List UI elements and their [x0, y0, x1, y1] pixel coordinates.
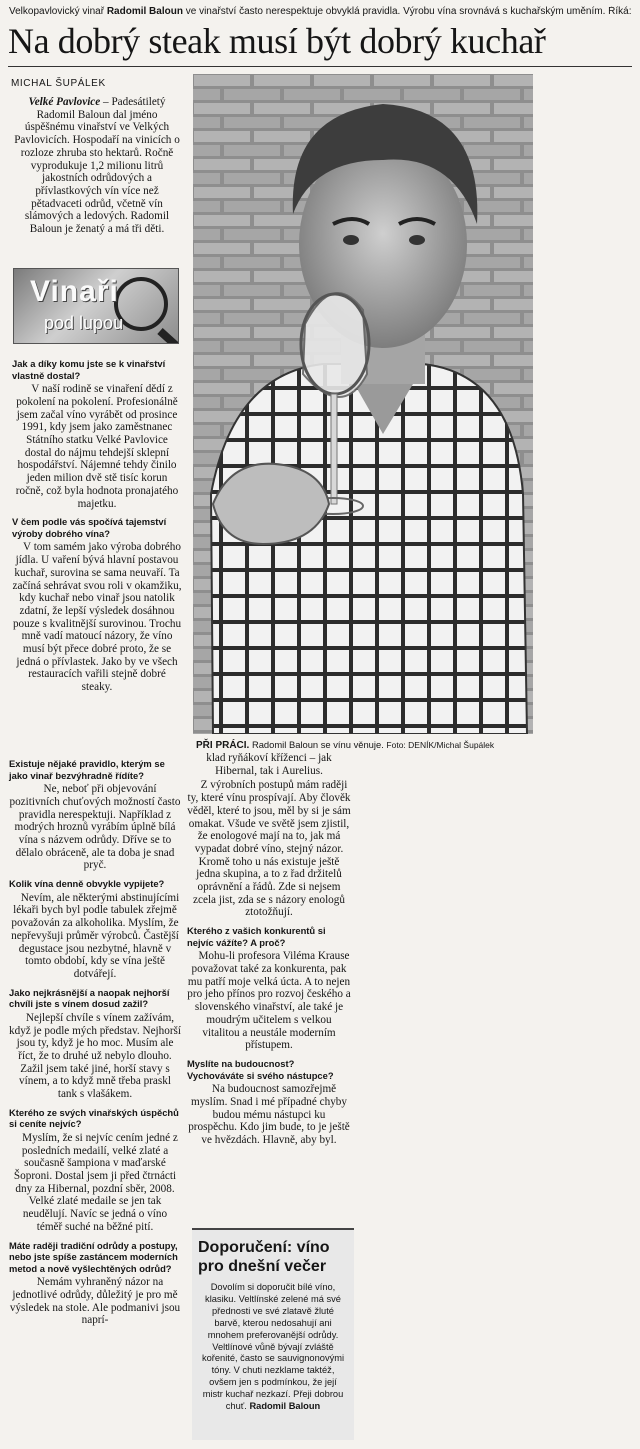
answer-8: Mohu-li profesora Viléma Krause považovat také za konkurenta, pak mu patří moje velká úcta. A to nejen pro jeho přínos pro rozvoj českého a slovenského vinařství, ale také je moudrým učitelem s velkou vitalitou a neustále moderním přístupem.: [187, 950, 351, 1052]
question-3: Existuje nějaké pravidlo, kterým se jako vinař bezvýhradně řídíte?: [9, 758, 165, 781]
answer-6: Myslím, že si nejvíc cením jedné z posledních medailí, velké zlaté a současně šampiona v maďarské Šoproni. Dostal jsem ji před čtrnácti dny za Hibernal, pozdní sběr, 2008. Velké zlaté medaile se jen tak neudělují. Navíc se jedná o víno téměř suché na běžné pití.: [13, 1131, 178, 1233]
kicker-prefix: Velkopavlovický vinař: [9, 6, 105, 17]
headline-rule: [8, 66, 632, 67]
kicker: [9, 6, 633, 18]
logo-line-1: Vinaři: [30, 275, 119, 308]
qa-column-2: [9, 752, 181, 1329]
question-6: Kterého ze svých vinařských úspěchů si ceníte nejvíc?: [9, 1106, 179, 1130]
qa-column-3: [187, 752, 351, 1149]
recommendation-title: Doporučení: víno pro dnešní večer: [198, 1239, 330, 1275]
answer-7: Nemám vyhraněný názor na jednotlivé odrůdy, důležitý je pro mě výsledek na stole. Ale podmanivi jsou naprí-: [9, 1276, 181, 1327]
intro-paragraph: [12, 96, 182, 236]
question-8: Kterého z vašich konkurentů si nejvíc vážíte? A proč?: [187, 925, 326, 948]
question-7: Máte raději tradiční odrůdy a postupy, nebo jste spíše zastáncem moderních metod a nově vyšlechtěných odrůd?: [9, 1239, 178, 1274]
answer-2: V tom samém jako výroba dobrého jídla. U vaření bývá hlavní postavou kuchař, surovina se sama neuvaří. Ta začíná sehrávat svou roli v okamžiku, kdy kuchař nebo vinař jsou natolik zdatní, že lepší výsledek dosáhnou pouze s kvalitnější surovinou. Trochu mně vadí matoucí názory, že víno musí být přece dobré proto, že se jedná o přívlastek. Jako by ve všech restauracích vařili stejně dobré steaky.: [12, 541, 182, 694]
recommendation-signature: Radomil Baloun: [249, 1401, 321, 1412]
intro-place: Velké Pavlovice: [28, 96, 101, 108]
qa-column-1: [12, 352, 182, 696]
recommendation-body: [198, 1282, 348, 1413]
question-1: Jak a díky komu jste se k vinařství vlastně dostal?: [12, 358, 166, 381]
answer-7-paragraph-2: Z výrobních postupů mám raději ty, které vínu prospívají. Aby člověk věděl, které to jsou, měl by si je sám omakat. Všude ve světě jsem zjistil, že enologové mají na to, jak má vypadat dobré víno, stejný názor. Kromě toho u nás existuje ještě jedna skupina, a to z řad držitelů oprávnění a řádů. Zde si nejsem zcela jist, zda se s názory enologů ztotožňují.: [187, 779, 351, 919]
answer-1: V naší rodině se vinaření dědí z pokolení na pokolení. Profesionálně jsem začal víno vyrábět od prosince 1991, kdy jsem jako zaměstnanec Státního statku Velké Pavlovice dostal do nájmu tehdejší sklepní hospodářství. Nájemné tehdy činilo jeden milion dvě stě tisíc korun ročně, což byla hodnota pronajatého majetku.: [15, 383, 179, 510]
answer-9: Na budoucnost samozřejmě myslím. Snad i mé případné chyby budou mému nástupci ku prospěchu. Kdo jim bude, to je ještě ve hvězdách. Hlavně, aby byl.: [188, 1083, 350, 1146]
kicker-suffix: ve vinařství často nerespektuje obvyklá pravidla. Výrobu vína srovnává s kuchařským uměním. Říká:: [185, 6, 632, 17]
portrait-illustration: [193, 74, 533, 734]
recommendation-box: [192, 1228, 354, 1440]
answer-3: Ne, neboť při objevování pozitivních chuťových možností často pravidla nerespektuji. Například z modrých hroznů vyrábím úplně bílá vína s názvem odrůdy. Dříve se to dělalo obráceně, ale ta doba je snad pryč.: [9, 783, 181, 872]
question-4: Kolik vína denně obvykle vypijete?: [9, 878, 165, 890]
caption-lead: PŘI PRÁCI.: [196, 740, 250, 751]
question-2: V čem podle vás spočívá tajemství výroby dobrého vína?: [12, 516, 167, 539]
recommendation-text: Dovolím si doporučit bílé víno, klasiku. Veltlínské zelené má své přednosti ve své zlatavě žluté barvě, kterou nedosahují ani mnohem preferovanější odrůdy. Veltlínové vůně bývají zvláště kořenité, často se sauvignonovými tóny. V chuti nezklame taktéž, ovšem jen s podmínkou, že její mistr kuchař nezkazí. Přeji dobrou chuť.: [201, 1282, 345, 1412]
answer-7-continued: klad ryňákoví kříženci – jak Hibernal, tak i Aurelius.: [206, 752, 332, 777]
intro-column: [12, 96, 182, 238]
answer-5: Nejlepší chvíle s vínem zažívám, když je podle mých představ. Nejhorší jsou ty, když je ho moc. Musím ale říct, že to druhé už nebylo dlouho. Zažil jsem také jiné, horší stavy s vínem, a to když mně třeba praskl tank s vlašákem.: [9, 1011, 182, 1101]
byline: MICHAL ŠUPÁLEK: [11, 78, 106, 89]
vinari-pod-lupou-logo: [13, 268, 179, 344]
question-9: Myslíte na budoucnost? Vychováváte si svého nástupce?: [187, 1057, 334, 1081]
question-5: Jako nejkrásnější a naopak nejhorší chvíli jste s vínem dosud zažil?: [9, 986, 170, 1010]
caption-credit: Foto: DENÍK/Michal Šupálek: [386, 740, 495, 750]
photo-caption: [196, 739, 540, 752]
photo-radomil-baloun: [193, 74, 533, 734]
answer-4: Nevím, ale některými abstinujícími lékaři bych byl podle tabulek zřejmě považován za alkoholika. Myslím, že nepřevyšuji průměr výrobců. Častější degustace jsou nezbytné, hlavně v tomto období, kdy se vína ještě dotvářejí.: [11, 891, 180, 980]
magnifier-handle: [157, 328, 179, 344]
logo-line-2: pod lupou: [44, 313, 124, 333]
caption-text: Radomil Baloun se vínu věnuje.: [251, 739, 384, 750]
headline: Na dobrý steak musí být dobrý kuchař: [8, 21, 546, 61]
intro-text: – Padesátiletý Radomil Baloun dal jméno úspěšnému vinařství ve Velkých Pavlovicích. Hospodaří na vinicích o rozloze zhruba sto hektarů. Ročně vyprodukuje 1,2 milionu litrů jakostních odrůdových a přívlastkových vín více než pětadvaceti odrůd, včetně vín slámových a ledových. Radomil Baloun je ženatý a má tři děti.: [14, 96, 180, 236]
kicker-name: Radomil Baloun: [106, 6, 183, 17]
